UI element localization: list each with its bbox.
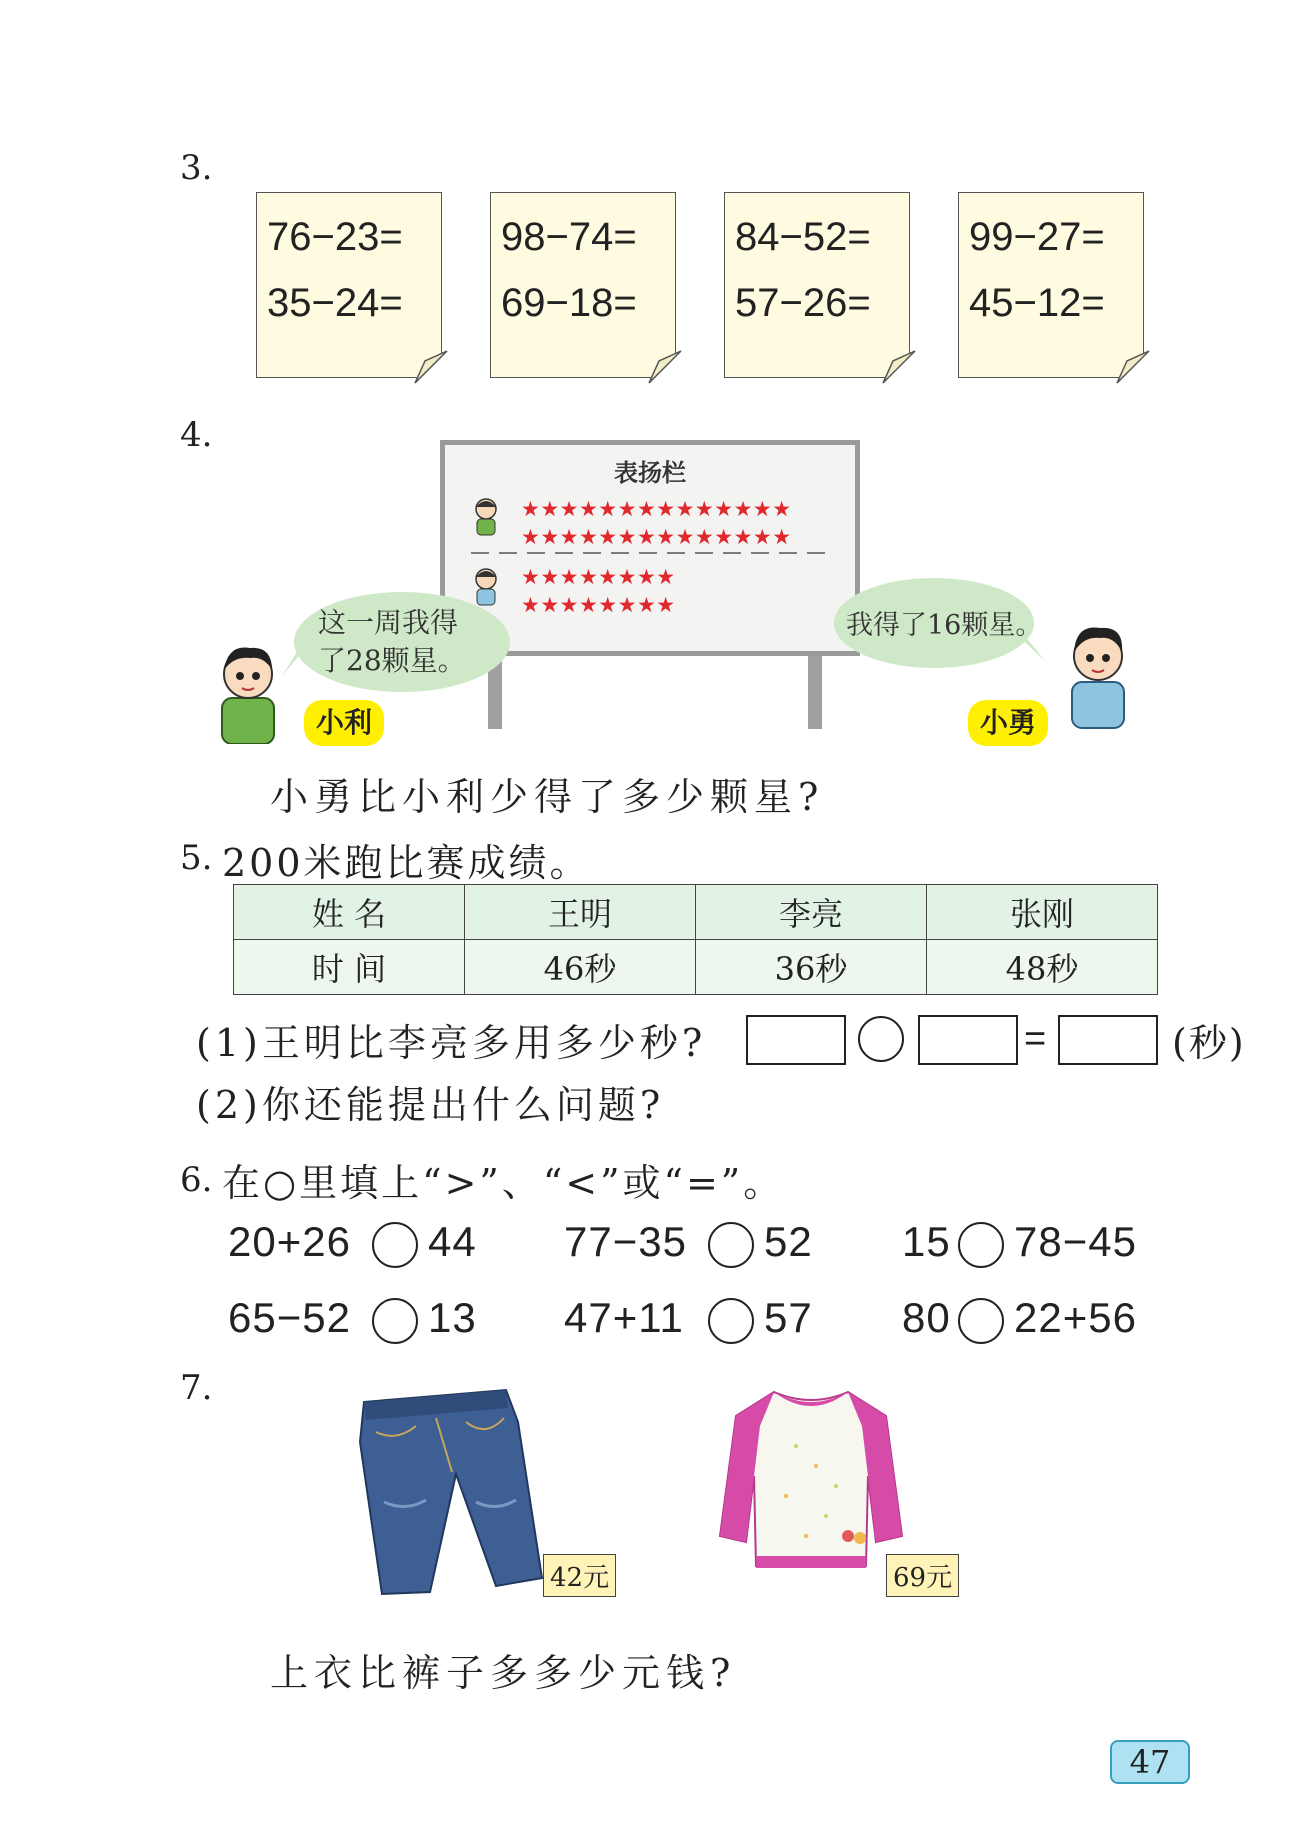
xiaoli-speech-line2: 了28颗星。: [318, 644, 466, 677]
q5-label: 5.: [180, 838, 213, 878]
q4-label: 4.: [180, 415, 213, 455]
table-cell: 张刚: [927, 885, 1158, 940]
compare-circle[interactable]: [372, 1298, 418, 1344]
q3-card-4: [958, 192, 1144, 378]
q6-item-6-left: 80: [902, 1294, 951, 1341]
xiaoli-boy-illustration: [214, 640, 282, 744]
q6-instruction: 在○里填上“>”、“<”或“=”。: [222, 1161, 785, 1205]
boy-avatar-icon: [471, 497, 501, 537]
divider-dashes: [471, 549, 831, 557]
q6-item-5-right: 57: [764, 1294, 813, 1341]
page-number: 47: [1110, 1740, 1190, 1784]
q6-item-4-right: 13: [428, 1294, 477, 1341]
q3-card-3-line2: 57−26=: [735, 281, 871, 325]
xiaoyong-name-tag: 小勇: [968, 700, 1048, 746]
stars-row-2: ★★★★★★★★★★★★★★: [521, 525, 792, 549]
boy-avatar-icon: [471, 567, 501, 607]
compare-circle[interactable]: [958, 1298, 1004, 1344]
table-cell: 48秒: [927, 940, 1158, 995]
xiaoli-name-tag: 小利: [304, 700, 384, 746]
q3-card-2-line2: 69−18=: [501, 281, 637, 325]
q3-card-3-line1: 84−52=: [735, 215, 871, 259]
page-curl-icon: [1113, 347, 1153, 387]
sweater-price-tag: 69元: [886, 1554, 959, 1597]
q6-item-2-right: 52: [764, 1218, 813, 1265]
xiaoyong-speech: 我得了16颗星。: [846, 610, 1043, 641]
table-row: [234, 885, 1158, 940]
q5-title: 200米跑比赛成绩。: [222, 841, 591, 885]
answer-box-3[interactable]: [1058, 1015, 1158, 1065]
table-cell: 46秒: [465, 940, 696, 995]
q6-item-3-right: 78−45: [1014, 1218, 1137, 1265]
q6-item-4-left: 65−52: [228, 1294, 351, 1341]
stars-row-4: ★★★★★★★★: [521, 593, 676, 617]
table-cell: 36秒: [696, 940, 927, 995]
q3-card-4-line1: 99−27=: [969, 215, 1105, 259]
page-curl-icon: [645, 347, 685, 387]
q3-card-2: [490, 192, 676, 378]
table-cell: 时 间: [234, 940, 465, 995]
table-cell: 李亮: [696, 885, 927, 940]
q5-sub2: (2)你还能提出什么问题?: [196, 1083, 665, 1127]
compare-circle[interactable]: [708, 1298, 754, 1344]
q3-label: 3.: [180, 148, 213, 188]
board-leg-right: [808, 651, 822, 729]
sweater-illustration: [716, 1386, 906, 1576]
stars-row-1: ★★★★★★★★★★★★★★: [521, 497, 792, 521]
q3-card-1-line1: 76−23=: [267, 215, 403, 259]
q3-card-2-line1: 98−74=: [501, 215, 637, 259]
q6-label: 6.: [180, 1160, 213, 1200]
compare-circle[interactable]: [372, 1222, 418, 1268]
table-row: [234, 940, 1158, 995]
q5-sub1: (1)王明比李亮多用多少秒?: [196, 1021, 707, 1065]
compare-circle[interactable]: [958, 1222, 1004, 1268]
jeans-illustration: [356, 1382, 546, 1598]
xiaoli-speech-line1: 这一周我得: [318, 606, 459, 639]
page-curl-icon: [411, 347, 451, 387]
q4-question: 小勇比小利少得了多少颗星?: [270, 775, 825, 819]
compare-circle[interactable]: [708, 1222, 754, 1268]
q3-card-4-line2: 45−12=: [969, 281, 1105, 325]
xiaoyong-boy-illustration: [1064, 620, 1132, 730]
race-results-table: [233, 884, 1158, 995]
q6-item-3-left: 15: [902, 1218, 951, 1265]
jeans-price-tag: 42元: [543, 1554, 616, 1597]
table-cell: 姓 名: [234, 885, 465, 940]
answer-box-2[interactable]: [918, 1015, 1018, 1065]
q3-card-1-line2: 35−24=: [267, 281, 403, 325]
q7-question: 上衣比裤子多多少元钱?: [270, 1651, 737, 1695]
answer-box-1[interactable]: [746, 1015, 846, 1065]
q6-item-1-left: 20+26: [228, 1218, 351, 1265]
page-curl-icon: [879, 347, 919, 387]
operator-circle[interactable]: [858, 1016, 904, 1062]
equals-sign: =: [1024, 1018, 1047, 1060]
stars-row-3: ★★★★★★★★: [521, 565, 676, 589]
q6-item-5-left: 47+11: [564, 1294, 684, 1341]
table-cell: 王明: [465, 885, 696, 940]
q6-item-6-right: 22+56: [1014, 1294, 1137, 1341]
q5-unit: (秒): [1172, 1021, 1246, 1065]
q3-card-3: [724, 192, 910, 378]
q7-label: 7.: [180, 1368, 213, 1408]
q6-item-2-left: 77−35: [564, 1218, 687, 1265]
q6-item-1-right: 44: [428, 1218, 477, 1265]
q3-card-1: [256, 192, 442, 378]
board-title: 表扬栏: [614, 458, 686, 487]
